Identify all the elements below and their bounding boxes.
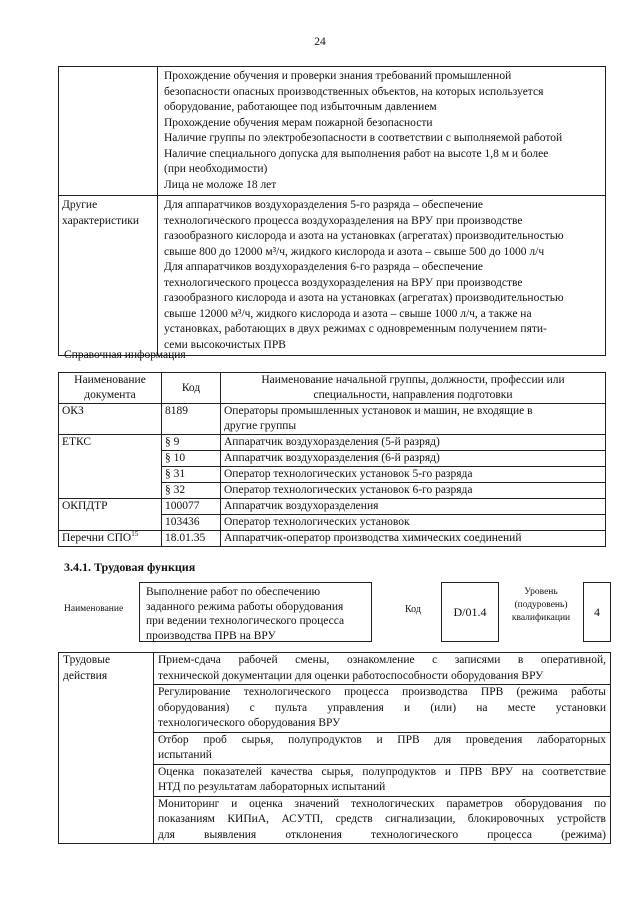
row-label: Трудовые действия: [59, 653, 154, 844]
text-line: семи высокочистых ПРВ: [164, 338, 286, 351]
reference-table: [58, 372, 606, 547]
text-line: Наличие группы по электробезопасности в соответствии с выполняемой работой: [164, 132, 563, 144]
text-line: газообразного кислорода и азота на установках (агрегатах) производительностью: [164, 230, 564, 242]
text-line: Лица не моложе 18 лет: [164, 178, 277, 191]
cell-code: 8189: [162, 404, 221, 435]
text-line: оборудование, работающее под избыточным давлением: [164, 101, 437, 113]
cell-doc: ЕТКС: [59, 435, 162, 451]
requirements-cell: [158, 67, 606, 196]
cell-code: 103436: [162, 515, 221, 531]
row-label: Другие характеристики: [59, 196, 158, 356]
table-row: [59, 404, 606, 435]
cell-doc: ОКПДТР: [59, 499, 162, 515]
section-heading: 3.4.1. Трудовая функция: [64, 560, 196, 574]
action-cell: Отбор проб сырья, полупродуктов и ПРВ для проведения лабораторных испытаний: [154, 732, 611, 764]
table-row: [59, 531, 606, 547]
cell-code: § 32: [162, 483, 221, 499]
code-value: D/01.4: [441, 582, 499, 642]
page-number: 24: [314, 36, 326, 48]
cell-doc: Перечни СПО$^{15}$: [59, 531, 162, 547]
text-line: технологического процесса воздухоразделения на ВРУ при производстве: [164, 276, 523, 289]
text-line: Наличие специального допуска для выполнения работ на высоте 1,8 м и более: [164, 147, 549, 160]
action-cell: Оценка показателей качества сырья, полупродуктов и ПРВ ВРУ на соответствие НТД по результатам лабораторных испытаний: [154, 764, 611, 796]
table-row: [59, 67, 606, 196]
cell-doc: [59, 451, 162, 467]
actions-table: [58, 652, 611, 844]
cell-doc: [59, 483, 162, 499]
name-label: Наименование: [64, 604, 124, 614]
table-row: [59, 196, 606, 356]
level-label: Уровень (подуровень) квалификации: [511, 587, 571, 623]
text-line: газообразного кислорода и азота на установках (агрегатах) производительностью: [164, 292, 564, 304]
cell-name: Аппаратчик воздухоразделения: [221, 499, 606, 515]
cell-code: 100077: [162, 499, 221, 515]
footnote-mark: 15: [131, 530, 139, 539]
cell-doc: [59, 467, 162, 483]
code-label: Код: [405, 604, 421, 615]
cell-code: 18.01.35: [162, 531, 221, 547]
action-cell: Регулирование технологического процесса производства ПРВ (режима работы оборудования) с пульта управления и (или) на месте установки технологического оборудования ВРУ: [154, 685, 611, 733]
function-name-box: Выполнение работ по обеспечению заданного режима работы оборудования при ведении технологического процесса производства ПРВ на ВРУ: [139, 582, 372, 642]
text-line: свыше 12000 м³/ч, жидкого кислорода и азота – свыше 1000 л/ч, а также на: [164, 307, 532, 320]
level-value: 4: [583, 582, 611, 642]
cell-name: Оператор технологических установок 5-го разряда: [221, 467, 606, 483]
cell-code: § 10: [162, 451, 221, 467]
requirements-table: [58, 66, 606, 356]
header-doc: Наименование документа: [59, 373, 162, 404]
row-label: [59, 67, 158, 196]
text-line: Для аппаратчиков воздухоразделения 6-го разряда – обеспечение: [164, 261, 483, 273]
characteristics-cell: [158, 196, 606, 356]
text-line: установках, работающих в двух режимах с одновременным получением пяти-: [164, 323, 547, 335]
text-line: безопасности опасных производственных объектов, на которых используется: [164, 85, 544, 98]
table-row: [59, 435, 606, 451]
text-line: Для аппаратчиков воздухоразделения 5-го разряда – обеспечение: [164, 199, 483, 211]
header-name: Наименование начальной группы, должности, профессии или специальности, направления подготовки: [221, 373, 606, 404]
cell-name: Аппаратчик воздухоразделения (6-й разряд): [221, 451, 606, 467]
header-code: Код: [162, 373, 221, 404]
cell-doc: ОКЗ: [59, 404, 162, 435]
table-header-row: [59, 373, 606, 404]
cell-code: § 31: [162, 467, 221, 483]
cell-name: Аппаратчик-оператор производства химических соединений: [221, 531, 606, 547]
cell-name: Аппаратчик воздухоразделения (5-й разряд): [221, 435, 606, 451]
text-line: технологического процесса воздухоразделения на ВРУ при производстве: [164, 214, 523, 227]
table-row: [59, 499, 606, 515]
text-line: Прохождение обучения мерам пожарной безопасности: [164, 116, 433, 129]
cell-code: § 9: [162, 435, 221, 451]
table-row: [59, 483, 606, 499]
cell-name: Оператор технологических установок 6-го разряда: [221, 483, 606, 499]
action-cell: Мониторинг и оценка значений технологических параметров оборудования по показаниям КИПиА, АСУТП, средств сигнализации, блокировочных устройств для выявления отклонения технологического процесса (режима): [154, 796, 611, 844]
reference-title: Справочная информация: [64, 349, 186, 361]
cell-name: Оператор технологических установок: [221, 515, 606, 531]
text-line: свыше 800 до 12000 м³/ч, жидкого кислорода и азота – свыше 500 до 1000 л/ч: [164, 245, 545, 258]
text-line: (при необходимости): [164, 163, 268, 175]
cell-name: Операторы промышленных установок и машин, не входящие в другие группы: [221, 404, 606, 435]
table-row: [59, 653, 611, 685]
action-cell: Прием-сдача рабочей смены, ознакомление с записями в оперативной, технической документации для оценки работоспособности оборудования ВРУ: [154, 653, 611, 685]
table-row: [59, 451, 606, 467]
table-row: [59, 467, 606, 483]
text-line: Прохождение обучения и проверки знания требований промышленной: [164, 70, 512, 82]
cell-doc: [59, 515, 162, 531]
table-row: [59, 515, 606, 531]
